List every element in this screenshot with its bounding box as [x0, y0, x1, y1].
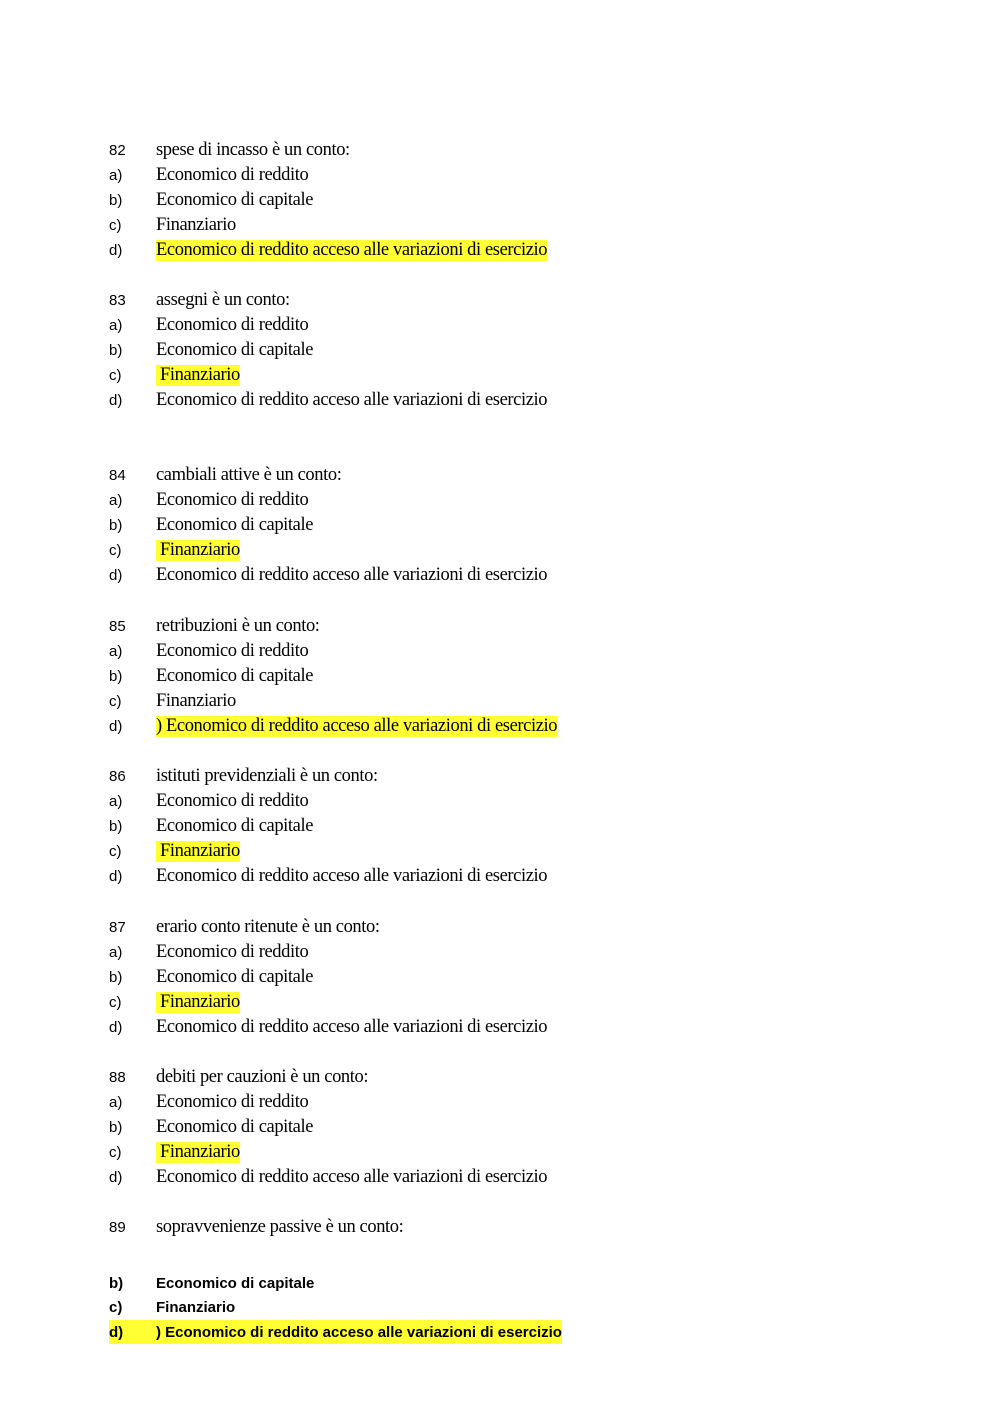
option-text: Economico di capitale [156, 1117, 314, 1137]
question-number-row [109, 1215, 403, 1240]
option-row [109, 1165, 547, 1190]
option-label: d) [109, 567, 123, 584]
option-label: c) [109, 217, 122, 234]
option-text: Economico di reddito acceso alle variazioni di esercizio [156, 1017, 548, 1037]
option-label: b) [109, 342, 123, 359]
option-label: c) [109, 542, 122, 559]
option-row [109, 513, 313, 538]
option-row [109, 965, 313, 990]
question-number-row [109, 138, 350, 163]
question-number: 82 [109, 142, 126, 159]
answer-highlight: Finanziario [156, 992, 240, 1013]
question-number: 89 [109, 1219, 126, 1236]
option-row [109, 664, 313, 689]
option-row [109, 163, 308, 188]
option-text: Economico di reddito [156, 791, 309, 811]
question-number: 86 [109, 768, 126, 785]
question-number-row [109, 764, 378, 789]
option-label: d) [109, 1019, 123, 1036]
option-row [109, 789, 308, 814]
option-text: Economico di reddito [156, 165, 309, 185]
option-row-answer [109, 238, 547, 263]
answer-highlight: Finanziario [156, 540, 240, 561]
question-number: 87 [109, 919, 126, 936]
option-label: b) [109, 1119, 123, 1136]
option-label: d) [109, 242, 123, 259]
option-row [109, 1271, 314, 1296]
question-number-row [109, 614, 320, 639]
option-row [109, 563, 547, 588]
question-text: assegni è un conto: [156, 290, 290, 310]
option-text: Economico di reddito acceso alle variazioni di esercizio [156, 866, 548, 886]
option-label: c) [109, 693, 122, 710]
answer-highlight: ) Economico di reddito acceso alle variazioni di esercizio [156, 1323, 562, 1341]
option-row [109, 814, 313, 839]
option-text: Economico di reddito [156, 641, 309, 661]
option-label: a) [109, 492, 123, 509]
option-label: c) [109, 843, 122, 860]
option-row [109, 639, 308, 664]
option-label: c) [109, 367, 122, 384]
option-row [109, 313, 308, 338]
option-text: Finanziario [156, 691, 236, 711]
option-text: Finanziario [156, 1299, 236, 1316]
option-label: a) [109, 793, 123, 810]
option-label: c) [109, 1299, 123, 1316]
option-label: a) [109, 167, 123, 184]
option-label: b) [109, 818, 123, 835]
option-text: Economico di capitale [156, 515, 314, 535]
option-row [109, 1295, 235, 1320]
option-label: d) [109, 1169, 123, 1186]
option-row-answer [109, 990, 240, 1015]
option-text: Finanziario [156, 215, 236, 235]
option-row [109, 188, 313, 213]
option-row [109, 940, 308, 965]
option-row-answer [109, 714, 557, 739]
question-text: istituti previdenziali è un conto: [156, 766, 378, 786]
question-text: debiti per cauzioni è un conto: [156, 1067, 369, 1087]
question-number: 83 [109, 292, 126, 309]
question-number-row [109, 288, 290, 313]
option-text: Economico di capitale [156, 1275, 315, 1292]
option-text: Economico di reddito [156, 315, 309, 335]
question-number-row [109, 463, 341, 488]
option-row-answer [109, 538, 240, 563]
option-row [109, 488, 308, 513]
option-label: d) [109, 392, 123, 409]
option-label: d) [109, 1323, 124, 1341]
option-label: b) [109, 517, 123, 534]
option-label: d) [109, 718, 123, 735]
option-label: c) [109, 1144, 122, 1161]
option-row [109, 388, 547, 413]
answer-highlight: ) Economico di reddito acceso alle variazioni di esercizio [156, 716, 558, 736]
question-number-row [109, 915, 380, 940]
option-label: b) [109, 969, 123, 986]
option-row [109, 1115, 313, 1140]
question-text: cambiali attive è un conto: [156, 465, 342, 485]
option-text: Economico di capitale [156, 666, 314, 686]
option-text: Economico di capitale [156, 816, 314, 836]
option-label: c) [109, 994, 122, 1011]
question-text: spese di incasso è un conto: [156, 140, 350, 160]
option-text: Economico di reddito acceso alle variazioni di esercizio [156, 565, 548, 585]
option-row-answer [109, 1320, 562, 1344]
option-label: a) [109, 317, 123, 334]
answer-highlight: Economico di reddito acceso alle variazioni di esercizio [156, 240, 548, 260]
answer-highlight: Finanziario [156, 841, 240, 862]
option-text: Economico di reddito [156, 1092, 309, 1112]
option-label: a) [109, 1094, 123, 1111]
option-label: d) [109, 868, 123, 885]
option-text: Economico di capitale [156, 190, 314, 210]
option-label: b) [109, 192, 123, 209]
option-row [109, 213, 236, 238]
option-label: a) [109, 944, 123, 961]
option-text: Economico di reddito [156, 942, 309, 962]
question-text: sopravvenienze passive è un conto: [156, 1217, 404, 1237]
option-text: Economico di reddito [156, 490, 309, 510]
option-row-answer [109, 1140, 240, 1165]
option-row [109, 689, 236, 714]
question-number: 88 [109, 1069, 126, 1086]
option-row-answer [109, 363, 240, 388]
option-text: Economico di capitale [156, 340, 314, 360]
option-row [109, 338, 313, 363]
question-number: 84 [109, 467, 126, 484]
option-row [109, 1090, 308, 1115]
option-text: Economico di reddito acceso alle variazioni di esercizio [156, 390, 548, 410]
question-number-row [109, 1065, 368, 1090]
answer-highlight: Finanziario [156, 365, 240, 386]
question-number: 85 [109, 618, 126, 635]
option-row [109, 864, 547, 889]
question-text: erario conto ritenute è un conto: [156, 917, 380, 937]
answer-highlight: Finanziario [156, 1142, 240, 1163]
question-text: retribuzioni è un conto: [156, 616, 320, 636]
option-text: Economico di reddito acceso alle variazioni di esercizio [156, 1167, 548, 1187]
option-label: a) [109, 643, 123, 660]
option-label: b) [109, 668, 123, 685]
option-text: Economico di capitale [156, 967, 314, 987]
option-row-answer [109, 839, 240, 864]
option-row [109, 1015, 547, 1040]
option-label: b) [109, 1275, 124, 1292]
